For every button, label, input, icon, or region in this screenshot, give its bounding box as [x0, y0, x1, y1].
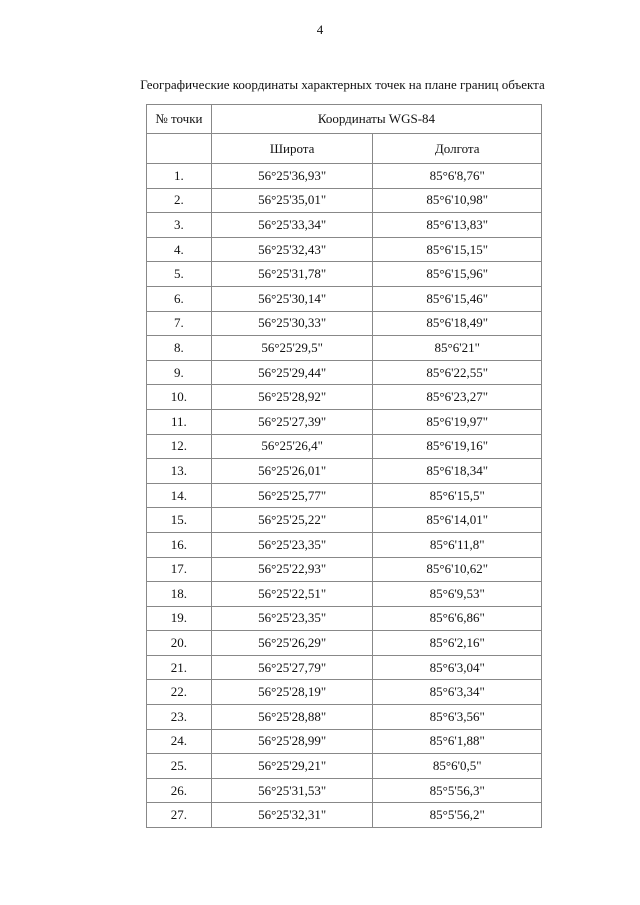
latitude-value: 56°25'29,5"	[211, 336, 373, 361]
point-number: 23.	[147, 705, 212, 730]
table-row	[147, 360, 542, 385]
longitude-value: 85°6'22,55"	[373, 360, 542, 385]
point-number: 6.	[147, 286, 212, 311]
longitude-value: 85°6'9,53"	[373, 582, 542, 607]
longitude-value: 85°6'3,04"	[373, 655, 542, 680]
longitude-value: 85°6'15,46"	[373, 286, 542, 311]
table-row	[147, 237, 542, 262]
table-row	[147, 434, 542, 459]
point-number: 25.	[147, 754, 212, 779]
document-title: Географические координаты характерных точек на плане границ объекта	[140, 77, 545, 92]
table-row	[147, 631, 542, 656]
point-number: 20.	[147, 631, 212, 656]
longitude-value: 85°6'3,56"	[373, 705, 542, 730]
point-number: 18.	[147, 582, 212, 607]
table-row	[147, 336, 542, 361]
latitude-value: 56°25'28,99"	[211, 729, 373, 754]
table-row	[147, 483, 542, 508]
table-row	[147, 705, 542, 730]
longitude-value: 85°6'15,15"	[373, 237, 542, 262]
point-number: 11.	[147, 409, 212, 434]
table-row	[147, 778, 542, 803]
latitude-value: 56°25'29,44"	[211, 360, 373, 385]
latitude-header: Широта	[211, 134, 373, 164]
latitude-value: 56°25'30,14"	[211, 286, 373, 311]
longitude-value: 85°6'21"	[373, 336, 542, 361]
latitude-value: 56°25'26,29"	[211, 631, 373, 656]
longitude-value: 85°6'3,34"	[373, 680, 542, 705]
table-row	[147, 409, 542, 434]
point-number: 7.	[147, 311, 212, 336]
latitude-value: 56°25'28,19"	[211, 680, 373, 705]
point-number-header: № точки	[147, 105, 212, 134]
point-number: 1.	[147, 164, 212, 189]
empty-header-cell	[147, 134, 212, 164]
table-row	[147, 582, 542, 607]
longitude-value: 85°6'8,76"	[373, 164, 542, 189]
longitude-value: 85°6'18,34"	[373, 459, 542, 484]
table-row	[147, 508, 542, 533]
latitude-value: 56°25'27,79"	[211, 655, 373, 680]
point-number: 21.	[147, 655, 212, 680]
point-number: 22.	[147, 680, 212, 705]
latitude-value: 56°25'36,93"	[211, 164, 373, 189]
point-number: 5.	[147, 262, 212, 287]
point-number: 27.	[147, 803, 212, 828]
latitude-value: 56°25'28,92"	[211, 385, 373, 410]
table-row	[147, 213, 542, 238]
latitude-value: 56°25'22,51"	[211, 582, 373, 607]
latitude-value: 56°25'28,88"	[211, 705, 373, 730]
longitude-value: 85°6'18,49"	[373, 311, 542, 336]
longitude-value: 85°6'10,62"	[373, 557, 542, 582]
latitude-value: 56°25'31,78"	[211, 262, 373, 287]
table-row	[147, 729, 542, 754]
point-number: 9.	[147, 360, 212, 385]
latitude-value: 56°25'33,34"	[211, 213, 373, 238]
latitude-value: 56°25'29,21"	[211, 754, 373, 779]
table-header-row	[147, 105, 542, 134]
latitude-value: 56°25'30,33"	[211, 311, 373, 336]
point-number: 16.	[147, 532, 212, 557]
latitude-value: 56°25'23,35"	[211, 606, 373, 631]
latitude-value: 56°25'26,4"	[211, 434, 373, 459]
coordinates-system-header: Координаты WGS-84	[211, 105, 541, 134]
latitude-value: 56°25'27,39"	[211, 409, 373, 434]
point-number: 26.	[147, 778, 212, 803]
longitude-value: 85°6'19,97"	[373, 409, 542, 434]
point-number: 24.	[147, 729, 212, 754]
longitude-value: 85°6'14,01"	[373, 508, 542, 533]
table-row	[147, 655, 542, 680]
longitude-value: 85°6'6,86"	[373, 606, 542, 631]
point-number: 12.	[147, 434, 212, 459]
latitude-value: 56°25'35,01"	[211, 188, 373, 213]
page-number: 4	[316, 22, 324, 37]
longitude-value: 85°5'56,3"	[373, 778, 542, 803]
latitude-value: 56°25'25,77"	[211, 483, 373, 508]
latitude-value: 56°25'32,31"	[211, 803, 373, 828]
longitude-value: 85°6'0,5"	[373, 754, 542, 779]
longitude-value: 85°6'1,88"	[373, 729, 542, 754]
point-number: 17.	[147, 557, 212, 582]
latitude-value: 56°25'23,35"	[211, 532, 373, 557]
table-row	[147, 557, 542, 582]
longitude-value: 85°6'15,96"	[373, 262, 542, 287]
table-row	[147, 606, 542, 631]
latitude-value: 56°25'32,43"	[211, 237, 373, 262]
point-number: 8.	[147, 336, 212, 361]
point-number: 14.	[147, 483, 212, 508]
longitude-value: 85°6'23,27"	[373, 385, 542, 410]
latitude-value: 56°25'22,93"	[211, 557, 373, 582]
longitude-value: 85°6'13,83"	[373, 213, 542, 238]
longitude-value: 85°6'11,8"	[373, 532, 542, 557]
point-number: 2.	[147, 188, 212, 213]
coordinates-table	[146, 104, 542, 828]
point-number: 15.	[147, 508, 212, 533]
latitude-value: 56°25'31,53"	[211, 778, 373, 803]
table-row	[147, 286, 542, 311]
longitude-value: 85°6'10,98"	[373, 188, 542, 213]
longitude-value: 85°6'15,5"	[373, 483, 542, 508]
table-row	[147, 459, 542, 484]
table-subheader-row	[147, 134, 542, 164]
longitude-value: 85°5'56,2"	[373, 803, 542, 828]
point-number: 13.	[147, 459, 212, 484]
longitude-value: 85°6'2,16"	[373, 631, 542, 656]
point-number: 4.	[147, 237, 212, 262]
point-number: 3.	[147, 213, 212, 238]
longitude-value: 85°6'19,16"	[373, 434, 542, 459]
point-number: 10.	[147, 385, 212, 410]
longitude-header: Долгота	[373, 134, 542, 164]
table-row	[147, 188, 542, 213]
table-row	[147, 385, 542, 410]
table-row	[147, 262, 542, 287]
table-row	[147, 164, 542, 189]
latitude-value: 56°25'26,01"	[211, 459, 373, 484]
table-row	[147, 754, 542, 779]
table-row	[147, 680, 542, 705]
table-row	[147, 311, 542, 336]
table-row	[147, 532, 542, 557]
latitude-value: 56°25'25,22"	[211, 508, 373, 533]
point-number: 19.	[147, 606, 212, 631]
table-row	[147, 803, 542, 828]
